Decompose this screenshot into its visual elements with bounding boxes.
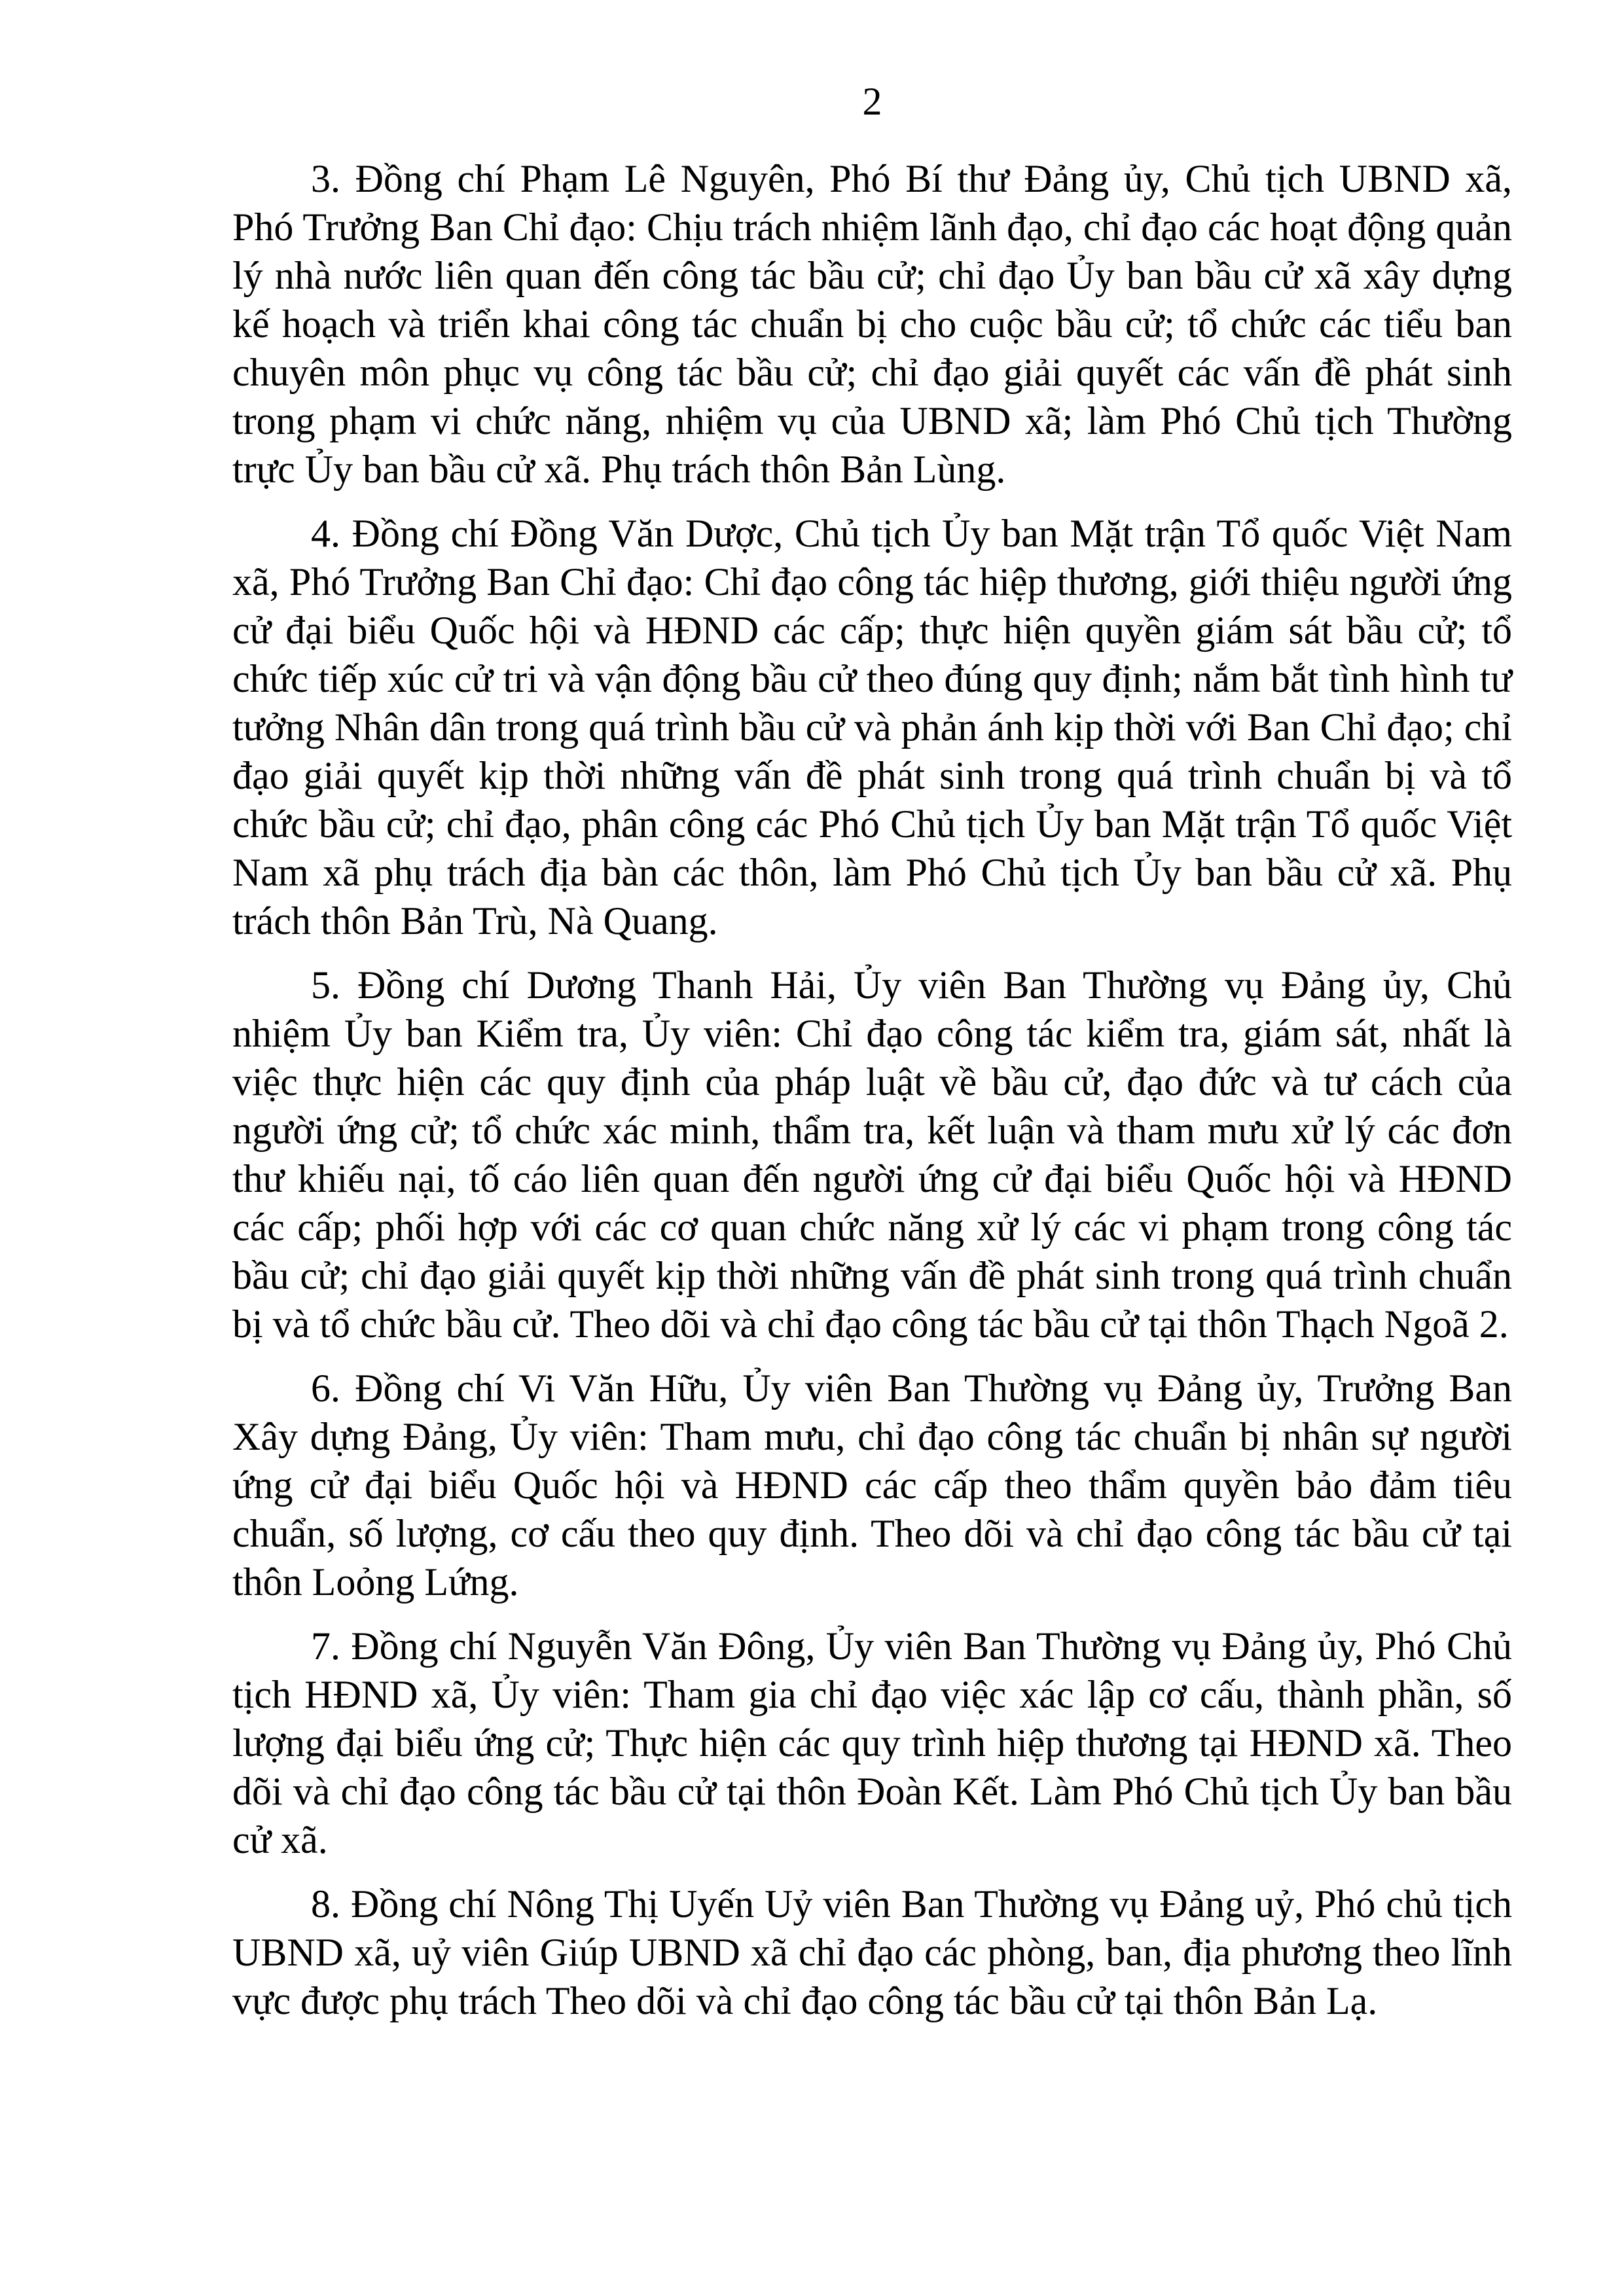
paragraph-item-7: 7. Đồng chí Nguyễn Văn Đông, Ủy viên Ban Thường vụ Đảng ủy, Phó Chủ tịch HĐND xã, Ủy viên: Tham gia chỉ đạo việc xác lập cơ cấu, thành phần, số lượng đại biểu ứng cử; Thực hiện các quy trình hiệp thương tại HĐND xã. Theo dõi và chỉ đạo công tác bầu cử tại thôn Đoàn Kết. Làm Phó Chủ tịch Ủy ban bầu cử xã.	[232, 1624, 1512, 1861]
paragraph-item-6: 6. Đồng chí Vi Văn Hữu, Ủy viên Ban Thường vụ Đảng ủy, Trưởng Ban Xây dựng Đảng, Ủy viên: Tham mưu, chỉ đạo công tác chuẩn bị nhân sự người ứng cử đại biểu Quốc hội và HĐND các cấp theo thẩm quyền bảo đảm tiêu chuẩn, số lượng, cơ cấu theo quy định. Theo dõi và chỉ đạo công tác bầu cử tại thôn Loỏng Lứng.	[232, 1367, 1512, 1604]
paragraph-item-3: 3. Đồng chí Phạm Lê Nguyên, Phó Bí thư Đảng ủy, Chủ tịch UBND xã, Phó Trưởng Ban Chỉ đạo: Chịu trách nhiệm lãnh đạo, chỉ đạo các hoạt động quản lý nhà nước liên quan đến công tác bầu cử; chỉ đạo Ủy ban bầu cử xã xây dựng kế hoạch và triển khai công tác chuẩn bị cho cuộc bầu cử; tổ chức các tiểu ban chuyên môn phục vụ công tác bầu cử; chỉ đạo giải quyết các vấn đề phát sinh trong phạm vi chức năng, nhiệm vụ của UBND xã; làm Phó Chủ tịch Thường trực Ủy ban bầu cử xã. Phụ trách thôn Bản Lùng.	[232, 157, 1512, 491]
paragraph-item-8: 8. Đồng chí Nông Thị Uyến Uỷ viên Ban Thường vụ Đảng uỷ, Phó chủ tịch UBND xã, uỷ viên Giúp UBND xã chỉ đạo các phòng, ban, địa phương theo lĩnh vực được phụ trách Theo dõi và chỉ đạo công tác bầu cử tại thôn Bản Lạ.	[232, 1882, 1512, 2022]
document-body	[232, 154, 1512, 2025]
paragraph-item-4: 4. Đồng chí Đồng Văn Dược, Chủ tịch Ủy ban Mặt trận Tổ quốc Việt Nam xã, Phó Trưởng Ban Chỉ đạo: Chỉ đạo công tác hiệp thương, giới thiệu người ứng cử đại biểu Quốc hội và HĐND các cấp; thực hiện quyền giám sát bầu cử; tổ chức tiếp xúc cử tri và vận động bầu cử theo đúng quy định; nắm bắt tình hình tư tưởng Nhân dân trong quá trình bầu cử và phản ánh kịp thời với Ban Chỉ đạo; chỉ đạo giải quyết kịp thời những vấn đề phát sinh trong quá trình chuẩn bị và tổ chức bầu cử; chỉ đạo, phân công các Phó Chủ tịch Ủy ban Mặt trận Tổ quốc Việt Nam xã phụ trách địa bàn các thôn, làm Phó Chủ tịch Ủy ban bầu cử xã. Phụ trách thôn Bản Trù, Nà Quang.	[232, 512, 1512, 942]
paragraph-item-5: 5. Đồng chí Dương Thanh Hải, Ủy viên Ban Thường vụ Đảng ủy, Chủ nhiệm Ủy ban Kiểm tra, Ủy viên: Chỉ đạo công tác kiểm tra, giám sát, nhất là việc thực hiện các quy định của pháp luật về bầu cử, đạo đức và tư cách của người ứng cử; tổ chức xác minh, thẩm tra, kết luận và tham mưu xử lý các đơn thư khiếu nại, tố cáo liên quan đến người ứng cử đại biểu Quốc hội và HĐND các cấp; phối hợp với các cơ quan chức năng xử lý các vi phạm trong công tác bầu cử; chỉ đạo giải quyết kịp thời những vấn đề phát sinh trong quá trình chuẩn bị và tổ chức bầu cử. Theo dõi và chỉ đạo công tác bầu cử tại thôn Thạch Ngoã 2.	[232, 963, 1512, 1346]
page-number: 2	[862, 80, 882, 123]
